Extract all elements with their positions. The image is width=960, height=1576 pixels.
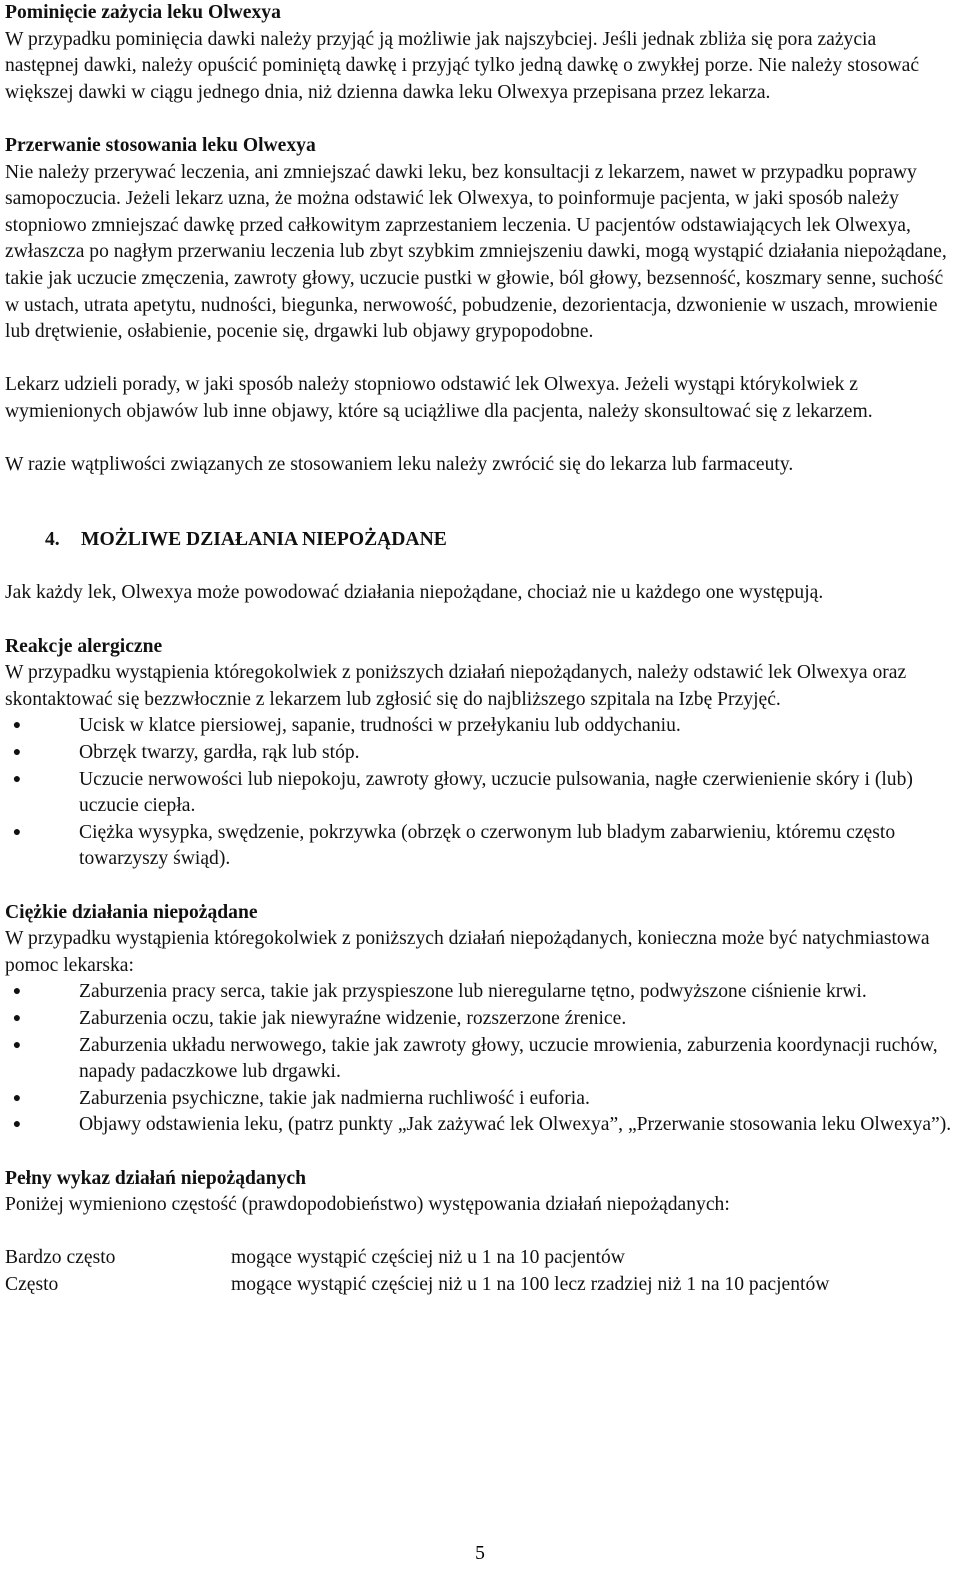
serious-text: W przypadku wystąpienia któregokolwiek z poniższych działań niepożądanych, konieczna może być natychmiastowa pomoc lekarska: <box>5 928 930 976</box>
section-4-title <box>5 527 955 554</box>
bullet-icon: ● <box>12 1090 22 1106</box>
bullet-icon: ● <box>12 771 22 787</box>
list-item: ● Obrzęk twarzy, gardła, rąk lub stóp. <box>5 740 955 767</box>
document-page <box>5 0 955 1299</box>
bullet-icon: ● <box>12 1117 22 1133</box>
frequency-row <box>5 1245 955 1272</box>
serious-heading: Ciężkie działania niepożądane <box>5 901 258 923</box>
allergic-section <box>5 634 955 873</box>
page-number: 5 <box>475 1543 485 1564</box>
stopping-text: Nie należy przerywać leczenia, ani zmniejszać dawki leku, bez konsultacji z lekarzem, nawet w przypadku poprawy samopoczucia. Jeżeli lekarz uzna, że można odstawić lek Olwexya, to poinformuje pacjenta, w jaki sposób należy stopniowo zmniejszać dawkę przed całkowitym zaprzestaniem leczenia. U pacjentów odstawiających lek Olwexya, zwłaszcza po nagłym przerwaniu leczenia lub zbyt szybkim zmniejszeniu dawki, mogą wystąpić działania niepożądane, takie jak uczucie zmęczenia, zawroty głowy, uczucie pustki w głowie, ból głowy, bezsenność, koszmary senne, suchość w ustach, utrata apetytu, nudności, biegunka, nerwowość, pobudzenie, dezorientacja, dzwonienie w uszach, mrowienie lub drętwienie, osłabienie, pocenie się, drgawki lub objawy grypopodobne. <box>5 161 947 343</box>
section-4-intro: Jak każdy lek, Olwexya może powodować działania niepożądane, chociaż nie u każdego one występują. <box>5 582 824 604</box>
list-item: ● Ucisk w klatce piersiowej, sapanie, trudności w przełykaniu lub oddychaniu. <box>5 713 955 740</box>
frequency-term: Bardzo często <box>5 1247 116 1269</box>
frequency-definition: mogące wystąpić częściej niż u 1 na 100 lecz rzadziej niż 1 na 10 pacjentów <box>231 1273 830 1295</box>
section-4-title-text: MOŻLIWE DZIAŁANIA NIEPOŻĄDANE <box>81 529 447 551</box>
missed-dose-text: W przypadku pominięcia dawki należy przyjąć ją możliwie jak najszybciej. Jeśli jednak zbliża się pora zażycia następnej dawki, należy opuścić pominiętą dawkę i przyjąć tylko jedną dawkę o zwykłej porze. Nie należy stosować większej dawki w ciągu jednego dnia, niż dzienna dawka leku Olwexya przepisana przez lekarza. <box>5 28 920 103</box>
doubts-text: W razie wątpliwości związanych ze stosowaniem leku należy zwrócić się do lekarza lub farmaceuty. <box>5 454 794 476</box>
bullet-icon: ● <box>12 1037 22 1053</box>
stopping-heading: Przerwanie stosowania leku Olwexya <box>5 134 316 156</box>
allergic-text: W przypadku wystąpienia któregokolwiek z poniższych działań niepożądanych, należy odstawić lek Olwexya oraz skontaktować się bezzwłocznie z lekarzem lub zgłosić się do najbliższego szpitala na Izbę Przyjęć. <box>5 662 907 710</box>
list-item: ● Uczucie nerwowości lub niepokoju, zawroty głowy, uczucie pulsowania, nagłe czerwienienie skóry i (lub) uczucie ciepła. <box>5 767 955 820</box>
serious-section <box>5 900 955 1139</box>
list-item: ● Ciężka wysypka, swędzenie, pokrzywka (obrzęk o czerwonym lub bladym zabarwieniu, któremu często towarzyszy świąd). <box>5 820 955 873</box>
bullet-icon: ● <box>12 1010 22 1026</box>
bullet-icon: ● <box>12 718 22 734</box>
list-item: ● Zaburzenia układu nerwowego, takie jak zawroty głowy, uczucie mrowienia, zaburzenia koordynacji ruchów, napady padaczkowe lub drgawki. <box>5 1033 955 1086</box>
serious-list <box>5 979 955 1139</box>
list-item: ● Zaburzenia pracy serca, takie jak przyspieszone lub nieregularne tętno, podwyższone ciśnienie krwi. <box>5 979 955 1006</box>
missed-dose-heading: Pominięcie zażycia leku Olwexya <box>5 2 281 23</box>
bullet-icon: ● <box>12 984 22 1000</box>
frequency-row <box>5 1272 955 1299</box>
list-item: ● Zaburzenia oczu, takie jak niewyraźne widzenie, rozszerzone źrenice. <box>5 1006 955 1033</box>
stopping-advice: Lekarz udzieli porady, w jaki sposób należy stopniowo odstawić lek Olwexya. Jeżeli wystąpi którykolwiek z wymienionych objawów lub inne objawy, które są uciążliwe dla pacjenta, należy skonsultować się z lekarzem. <box>5 374 873 422</box>
full-list-text: Poniżej wymieniono częstość (prawdopodobieństwo) występowania działań niepożądanych: <box>5 1194 730 1216</box>
bullet-icon: ● <box>12 745 22 761</box>
frequency-term: Często <box>5 1273 59 1295</box>
list-item: ● Objawy odstawienia leku, (patrz punkty „Jak zażywać lek Olwexya”, „Przerwanie stosowania leku Olwexya”). <box>5 1112 955 1139</box>
full-list-section <box>5 1166 955 1299</box>
bullet-icon: ● <box>12 824 22 840</box>
list-item: ● Zaburzenia psychiczne, takie jak nadmierna ruchliwość i euforia. <box>5 1086 955 1113</box>
stopping-section <box>5 133 955 479</box>
allergic-heading: Reakcje alergiczne <box>5 635 163 657</box>
full-list-heading: Pełny wykaz działań niepożądanych <box>5 1167 307 1189</box>
section-4-number: 4. <box>45 529 60 551</box>
frequency-definition: mogące wystąpić częściej niż u 1 na 10 pacjentów <box>231 1247 625 1269</box>
allergic-list <box>5 713 955 873</box>
missed-dose-section <box>5 0 955 106</box>
